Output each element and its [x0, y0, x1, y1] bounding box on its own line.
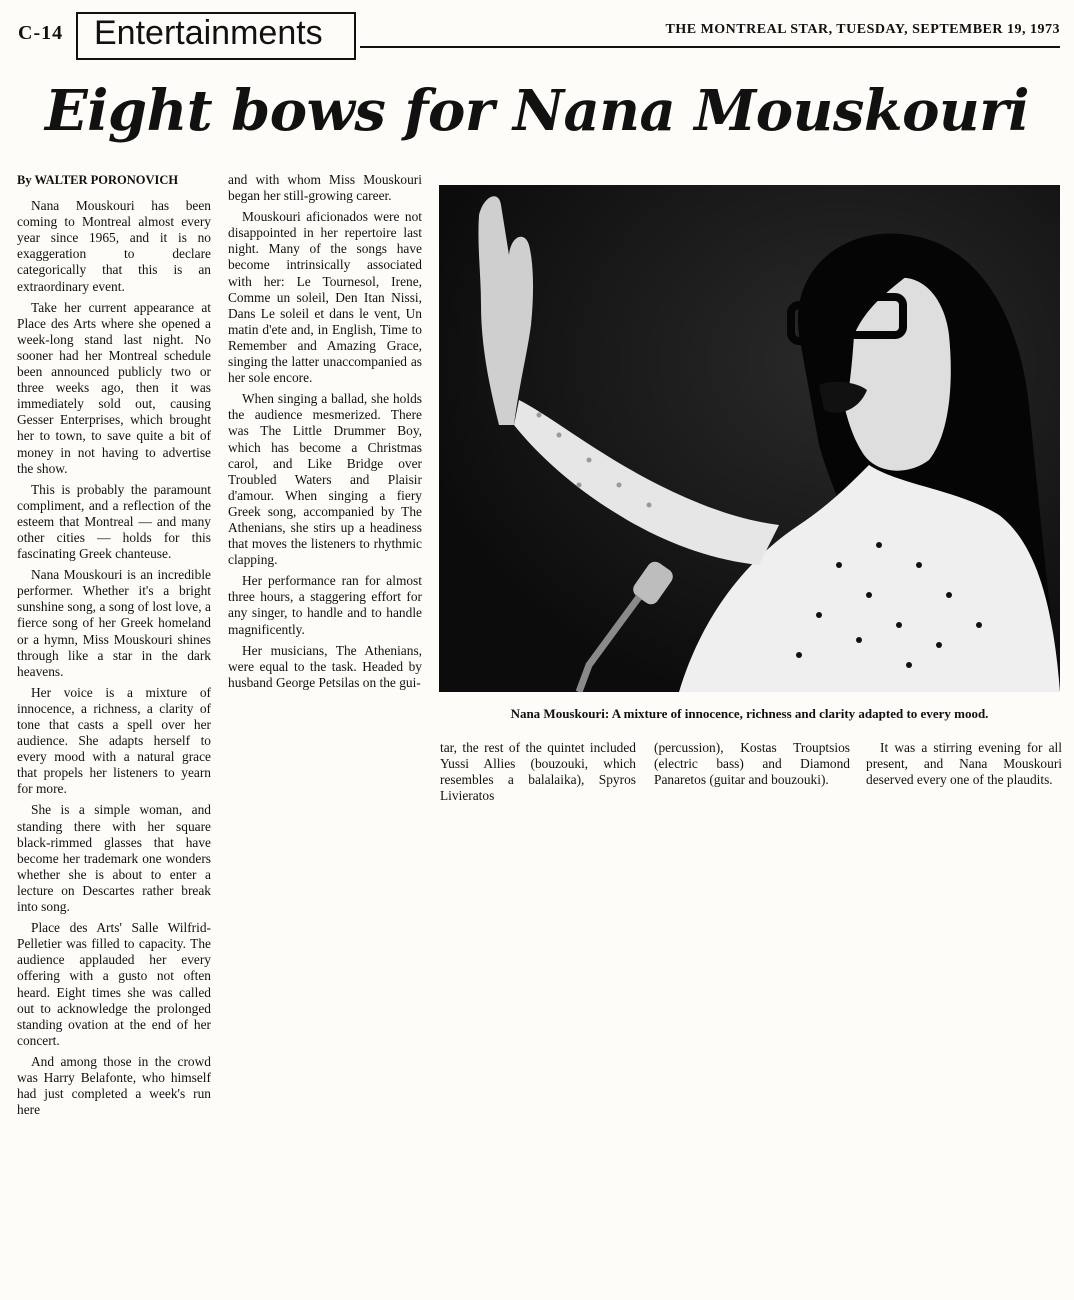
byline: By WALTER PORONOVICH [17, 173, 179, 187]
paragraph: It was a stirring evening for all present, and Nana Mouskouri deserved every one of the plaudits. [866, 740, 1062, 788]
paragraph: And among those in the crowd was Harry Belafonte, who himself had just completed a week's run here [17, 1053, 211, 1118]
page-number: C-14 [18, 22, 64, 44]
article-column-2 [228, 172, 422, 696]
section-label: Entertainments [94, 14, 323, 52]
paragraph: This is probably the paramount compliment, and a reflection of the esteem that Montreal — and many other cities — holds for this fascinating Greek chanteuse. [17, 481, 211, 562]
paragraph: Her performance ran for almost three hours, a staggering effort for any singer, to handle and to handle magnificently. [228, 573, 422, 637]
singer-photo [439, 185, 1060, 692]
paragraph: Her musicians, The Athenians, were equal to the task. Headed by husband George Petsilas on the gui- [228, 642, 422, 690]
paragraph: Her voice is a mixture of innocence, a richness, a clarity of tone that casts a spell over her audience. She adapts herself to every mood with a natural grace that propels her listeners to yearn for more. [17, 684, 211, 797]
paragraph: tar, the rest of the quintet included Yussi Allies (bouzouki, which resembles a balalaika), Spyros Livieratos [440, 740, 636, 804]
paragraph: She is a simple woman, and standing there with her square black-rimmed glasses that have become her trademark one wonders whether she is about to enter a lecture on Descartes rather break into song. [17, 802, 211, 915]
article-column-5 [866, 740, 1062, 793]
masthead: THE MONTREAL STAR, TUESDAY, SEPTEMBER 19, 1973 [665, 22, 1060, 37]
paragraph: Nana Mouskouri is an incredible performer. Whether it's a bright sunshine song, a song of lost love, a fierce song of her Greek homeland or a hymn, Miss Mouskouri shines through like a star in the dark heavens. [17, 567, 211, 679]
paragraph: and with whom Miss Mouskouri began her still-growing career. [228, 172, 422, 204]
paragraph: (percussion), Kostas Trouptsios (electric bass) and Diamond Panaretos (guitar and bouzouki). [654, 740, 850, 788]
paragraph: Mouskouri aficionados were not disappointed in her repertoire last night. Many of the songs have become intrinsically associated with her: Le Tournesol, Irene, Comme un soleil, Den Itan Nissi, Dans Le soleil et dans le vent, Un matin d'ete and, in English, Time to Remember and Amazing Grace, singing the latter unaccompanied as her sole encore. [228, 209, 422, 386]
article-column-1 [17, 172, 211, 1123]
header-rule [360, 46, 1060, 48]
paragraph: Take her current appearance at Place des Arts where she opened a week-long stand last night. No sooner had her Montreal schedule been announced publicly two or three weeks ago, then it was immediately sold out, causing Gesser Enterprises, which brought her to town, to save quite a bit of money in not having to advertise the show. [17, 299, 211, 476]
paragraph: Nana Mouskouri has been coming to Montreal almost every year since 1965, and it is no exaggeration to declare categorically that this is an extraordinary event. [17, 198, 211, 294]
article-column-3 [440, 740, 636, 809]
paragraph: Place des Arts' Salle Wilfrid-Pelletier was filled to capacity. The audience applauded her every offering with a gusto not often heard. Eight times she was called out to acknowledge the prolonged standing ovation at the end of her concert. [17, 920, 211, 1048]
paragraph: When singing a ballad, she holds the audience mesmerized. There was The Little Drummer Boy, which has become a Christmas carol, and Like Bridge over Troubled Waters and Plaisir d'amour. When singing a fiery Greek song, accompanied by The Athenians, she stirs up a headiness that moves the listeners to rhythmic clapping. [228, 391, 422, 568]
headline: Eight bows for Nana Mouskouri [44, 78, 1030, 144]
photo-caption: Nana Mouskouri: A mixture of innocence, richness and clarity adapted to every mood. [510, 706, 989, 721]
article-column-4 [654, 740, 850, 793]
